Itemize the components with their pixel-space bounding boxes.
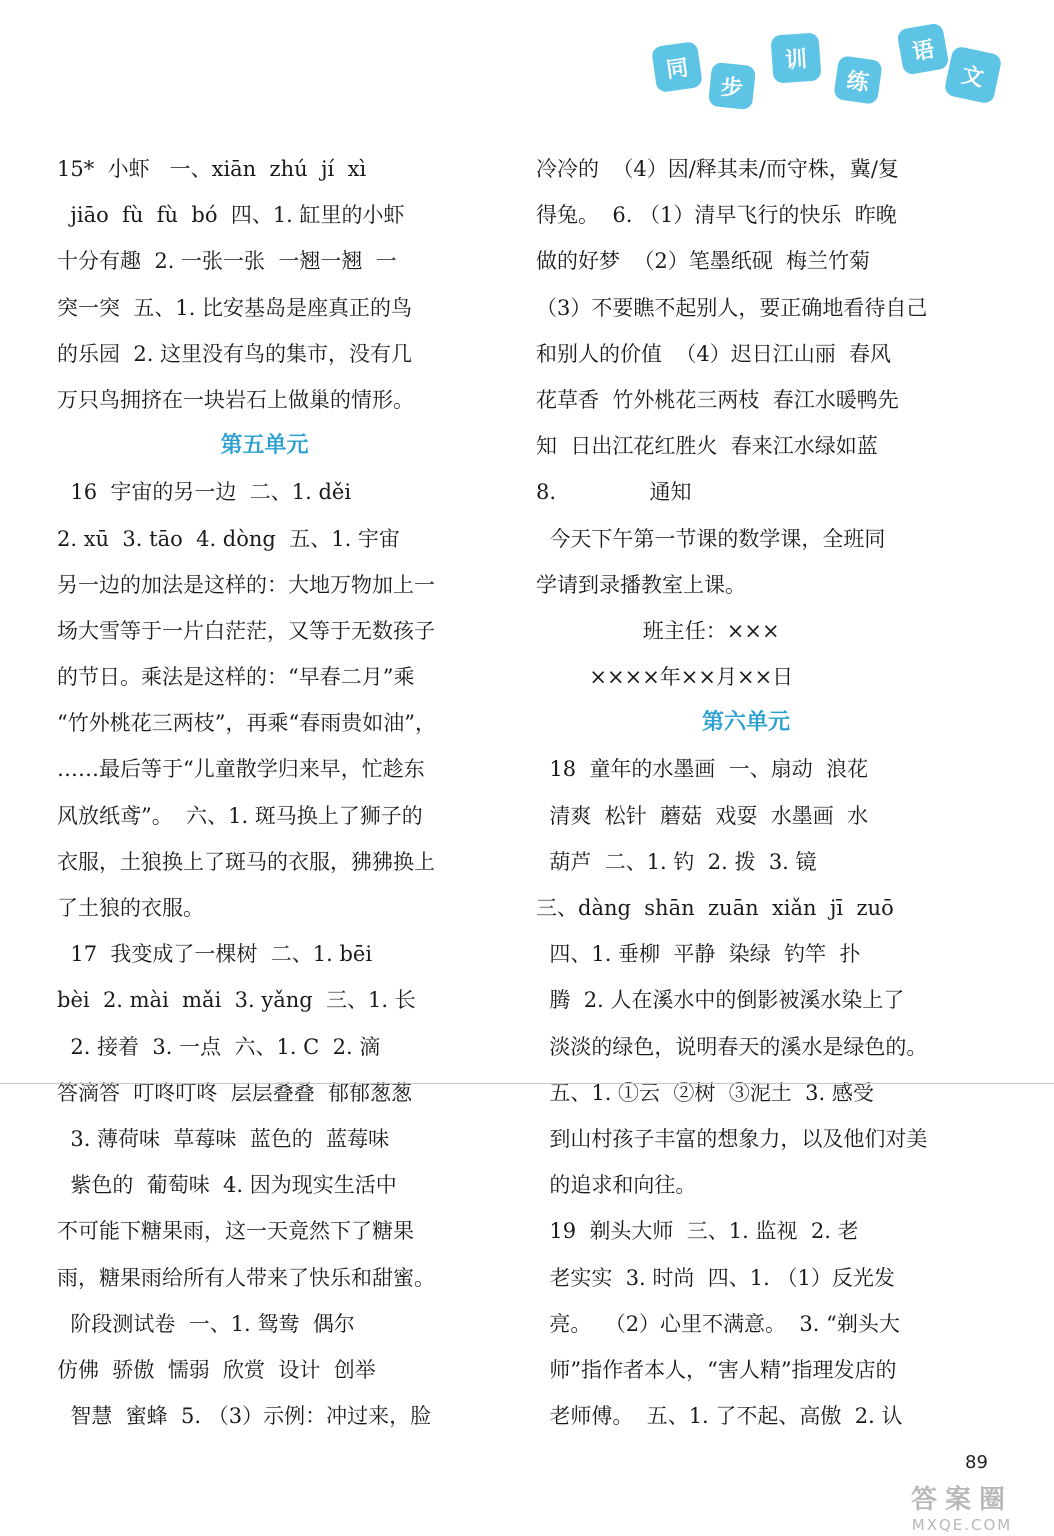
text-line: 的乐园 2. 这里没有鸟的集市，没有几 xyxy=(57,341,413,366)
text-line: 清爽 松针 蘑菇 戏耍 水墨画 水 xyxy=(536,803,869,828)
unit-heading: 第五单元 xyxy=(220,433,309,459)
unit-heading: 第六单元 xyxy=(701,710,790,736)
text-line: 四、1. 垂柳 平静 染绿 钓竿 扑 xyxy=(536,942,861,967)
text-line: 亮。 （2）心里不满意。 3. “剃头大 xyxy=(536,1311,900,1336)
text-line: 15* 小虾 一、xiān zhú jí xì xyxy=(57,157,367,181)
text-line: jiāo fù fù bó 四、1. 缸里的小虾 xyxy=(57,203,405,228)
text-line: 智慧 蜜蜂 5. （3）示例：冲过来，脸 xyxy=(57,1404,432,1429)
header-char: 文 xyxy=(943,45,1002,104)
fold-line xyxy=(0,1083,1054,1084)
notice-body: 学请到录播教室上课。 xyxy=(536,572,746,597)
text-line: 知 日出江花红胜火 春来江水绿如蓝 xyxy=(536,434,878,459)
text-line: 到山村孩子丰富的想象力，以及他们对美 xyxy=(536,1126,928,1151)
text-line: 突一突 五、1. 比安基岛是座真正的鸟 xyxy=(57,295,413,320)
notice-signature: 班主任：××× xyxy=(536,618,780,643)
text-line: 17 我变成了一棵树 二、1. bēi xyxy=(57,942,373,967)
text-line: 18 童年的水墨画 一、扇动 浪花 xyxy=(536,757,869,782)
text-line: 花草香 竹外桃花三两枝 春江水暖鸭先 xyxy=(536,387,899,412)
text-line: 万只鸟拥挤在一块岩石上做巢的情形。 xyxy=(57,387,414,412)
header-char: 练 xyxy=(833,55,883,105)
page-number: 89 xyxy=(965,1452,988,1473)
header-decoration xyxy=(600,0,1054,140)
text-line: 的节日。乘法是这样的：“早春二月”乘 xyxy=(57,665,415,690)
text-line: 冷冷的 （4）因/释其耒/而守株，冀/复 xyxy=(536,157,899,181)
text-line: （3）不要瞧不起别人，要正确地看待自己 xyxy=(536,295,928,320)
watermark-url: MXQE.COM xyxy=(911,1515,1013,1534)
text-line: 16 宇宙的另一边 二、1. děi xyxy=(57,480,352,505)
text-line: 了土狼的衣服。 xyxy=(57,896,204,920)
text-line: 阶段测试卷 一、1. 鸳鸯 偶尔 xyxy=(57,1311,355,1336)
notice-body: 今天下午第一节课的数学课，全班同 xyxy=(536,526,886,551)
text-line: 和别人的价值 （4）迟日江山丽 春风 xyxy=(536,341,892,366)
header-char: 同 xyxy=(651,41,703,93)
text-line: 的追求和向往。 xyxy=(536,1173,697,1198)
watermark-logo xyxy=(870,1478,1054,1534)
text-line: 淡淡的绿色，说明春天的溪水是绿色的。 xyxy=(536,1034,928,1059)
text-line: 葫芦 二、1. 钓 2. 拨 3. 镜 xyxy=(536,849,817,874)
text-line: 19 剃头大师 三、1. 监视 2. 老 xyxy=(536,1219,859,1244)
text-line: 另一边的加法是这样的：大地万物加上一 xyxy=(57,572,435,597)
text-line: 做的好梦 （2）笔墨纸砚 梅兰竹菊 xyxy=(536,249,871,274)
watermark-text: 答案圈 xyxy=(910,1484,1013,1515)
text-line: 十分有趣 2. 一张一张 一翘一翘 一 xyxy=(57,249,397,274)
text-line: 紫色的 葡萄味 4. 因为现实生活中 xyxy=(57,1173,397,1198)
text-line: 老实实 3. 时尚 四、1. （1）反光发 xyxy=(536,1265,895,1290)
left-column xyxy=(57,146,472,1439)
text-line: 不可能下糖果雨，这一天竟然下了糖果 xyxy=(57,1219,414,1244)
text-line: 师”指作者本人，“害人精”指理发店的 xyxy=(536,1357,897,1382)
header-char: 步 xyxy=(708,62,756,110)
notice-title: 8. 通知 xyxy=(536,480,692,505)
text-line: ……最后等于“儿童散学归来早，忙趁东 xyxy=(57,757,425,782)
text-line: “竹外桃花三两枝”，再乘“春雨贵如油”， xyxy=(57,711,436,736)
text-line: 3. 薄荷味 草莓味 蓝色的 蓝莓味 xyxy=(57,1126,390,1151)
text-line: 腾 2. 人在溪水中的倒影被溪水染上了 xyxy=(536,988,905,1013)
text-line: 答滴答 叮咚叮咚 层层叠叠 郁郁葱葱 xyxy=(57,1080,413,1105)
text-line: 衣服，土狼换上了斑马的衣服，狒狒换上 xyxy=(57,849,435,874)
text-line: 2. 接着 3. 一点 六、1. C 2. 滴 xyxy=(57,1034,381,1059)
text-line: 老师傅。 五、1. 了不起、高傲 2. 认 xyxy=(536,1404,903,1429)
header-char: 训 xyxy=(770,32,821,83)
right-column xyxy=(536,146,956,1439)
text-line: 雨，糖果雨给所有人带来了快乐和甜蜜。 xyxy=(57,1265,435,1290)
text-line: 仿佛 骄傲 懦弱 欣赏 设计 创举 xyxy=(57,1357,376,1382)
notice-date: ××××年××月××日 xyxy=(536,665,794,690)
header-char: 语 xyxy=(896,22,949,75)
text-line: bèi 2. mài mǎi 3. yǎng 三、1. 长 xyxy=(57,988,416,1013)
text-line: 风放纸鸢”。 六、1. 斑马换上了狮子的 xyxy=(57,803,423,828)
text-line: 场大雪等于一片白茫茫，又等于无数孩子 xyxy=(57,618,435,643)
text-line: 五、1. ①云 ②树 ③泥土 3. 感受 xyxy=(536,1080,874,1105)
text-line: 2. xū 3. tāo 4. dòng 五、1. 宇宙 xyxy=(57,526,400,551)
text-line: 三、dàng shān zuān xiǎn jī zuō xyxy=(536,896,894,920)
text-line: 得兔。 6. （1）清早飞行的快乐 昨晚 xyxy=(536,203,897,228)
